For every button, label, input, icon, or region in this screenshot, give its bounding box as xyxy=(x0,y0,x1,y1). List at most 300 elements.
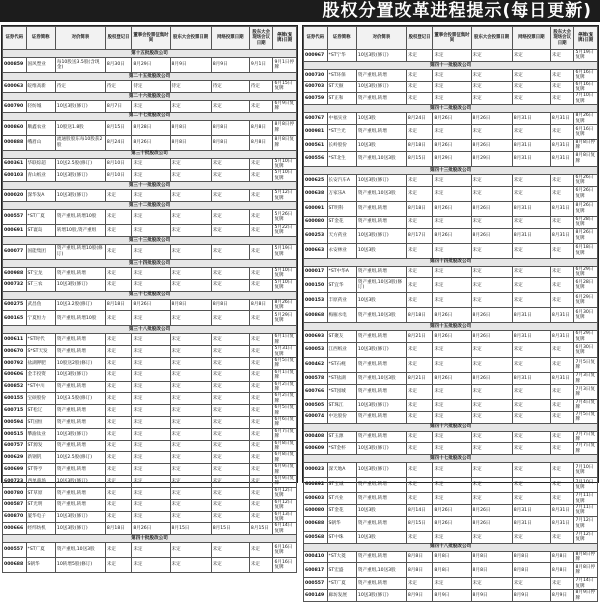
suspend-resume-date: 6月14日复牌 xyxy=(273,523,297,535)
record-date: 未定 xyxy=(406,125,432,140)
stock-name: *ST北生 xyxy=(327,151,356,166)
section-row xyxy=(3,182,297,190)
consideration: 10送3股 xyxy=(356,140,406,152)
online-vote-date: 未定 xyxy=(211,158,249,170)
table-row xyxy=(304,443,598,455)
consideration: 10送3股(修订) xyxy=(55,369,105,381)
proxy-period: 未定 xyxy=(433,411,471,423)
onsite-meeting-date: 未定 xyxy=(550,463,574,478)
onsite-meeting-date: 未定 xyxy=(249,346,273,358)
proxy-period: 8月26日 xyxy=(433,140,471,152)
meeting-vote-date: 未定 xyxy=(471,69,512,81)
suspend-resume-date: 6月29日复牌 xyxy=(574,293,598,308)
record-date: 8月8日 xyxy=(406,563,432,578)
record-date: 未定 xyxy=(406,443,432,455)
onsite-meeting-date: 未定 xyxy=(550,243,574,258)
stock-code: 000557 xyxy=(3,210,27,225)
meeting-vote-date: 未定 xyxy=(471,278,512,293)
stock-name: 国能集团 xyxy=(26,244,55,259)
stock-code: 000017 xyxy=(304,266,328,278)
onsite-meeting-date: 未定 xyxy=(550,50,574,62)
record-date: 未定 xyxy=(406,493,432,505)
stock-code: 600556 xyxy=(304,151,328,166)
stock-name: 顺鑫农业 xyxy=(26,120,55,135)
meeting-vote-date: 未定 xyxy=(170,417,211,429)
consideration: 资产重组,转增 xyxy=(55,334,105,346)
section-label: 第四十批股改公司 xyxy=(3,535,297,543)
table-row xyxy=(3,135,297,150)
table-row xyxy=(304,478,598,493)
online-vote-date: 8月31日 xyxy=(512,373,550,385)
stock-code: 000578 xyxy=(304,373,328,385)
online-vote-date: 未定 xyxy=(211,225,249,237)
stock-name: S*ST天发 xyxy=(26,346,55,358)
stock-name: ST玉源 xyxy=(327,431,356,443)
online-vote-date: 8月9日 xyxy=(512,590,550,602)
suspend-resume-date: 7月12日复牌 xyxy=(574,516,598,531)
stock-name: *ST石岘 xyxy=(327,358,356,373)
table-row xyxy=(304,216,598,228)
stock-code: 600063 xyxy=(3,81,27,93)
online-vote-date: 未定 xyxy=(211,417,249,429)
stock-name: ST松辽 xyxy=(26,405,55,417)
consideration: 10送2.5股(修订) xyxy=(55,452,105,464)
table-row xyxy=(304,293,598,308)
table-row xyxy=(3,81,297,93)
consideration: 资产重组,转增 xyxy=(356,201,406,216)
table-row xyxy=(304,590,598,602)
suspend-resume-date: 6月5日复牌 xyxy=(273,357,297,369)
column-header: 对价简表 xyxy=(356,27,406,50)
meeting-vote-date: 未定 xyxy=(170,100,211,112)
stock-code: 600988 xyxy=(3,267,27,279)
online-vote-date: 未定 xyxy=(512,531,550,543)
stock-code: 000792 xyxy=(3,357,27,369)
stock-code: 600870 xyxy=(3,511,27,523)
proxy-period: 未定 xyxy=(132,170,170,182)
onsite-meeting-date: 未定 xyxy=(550,69,574,81)
proxy-period: 8月29日 xyxy=(433,151,471,166)
record-date: 未定 xyxy=(105,279,131,291)
onsite-meeting-date: 未定 xyxy=(249,464,273,476)
online-vote-date: 未定 xyxy=(211,393,249,405)
record-date: 8月21日 xyxy=(406,373,432,385)
consideration: 资产重组,转增10股 xyxy=(55,210,105,225)
record-date: 未定 xyxy=(105,357,131,369)
consideration: 资产重组,转增 xyxy=(356,478,406,493)
suspend-resume-date: 6月9日复牌 xyxy=(273,476,297,488)
stock-code: 600817 xyxy=(304,563,328,578)
table-row xyxy=(304,174,598,186)
section-label: 第四十二批股改公司 xyxy=(304,105,598,113)
table-row xyxy=(3,381,297,393)
proxy-period: 未定 xyxy=(132,499,170,511)
onsite-meeting-date: 未定 xyxy=(550,443,574,455)
stock-code: 000410 xyxy=(304,551,328,563)
suspend-resume-date: 6月16日复牌 xyxy=(574,125,598,140)
onsite-meeting-date: 8月31日 xyxy=(550,140,574,152)
onsite-meeting-date: 未定 xyxy=(249,190,273,202)
suspend-resume-date: 9月1日停牌 xyxy=(273,58,297,73)
section-label: 第三十批股改公司 xyxy=(3,150,297,158)
proxy-period: 未定 xyxy=(132,464,170,476)
consideration: 10送3股(修订) xyxy=(55,476,105,488)
online-vote-date: 未定 xyxy=(211,428,249,440)
stock-code: 000688 xyxy=(304,516,328,531)
online-vote-date: 8月15日 xyxy=(211,523,249,535)
stock-code: 000515 xyxy=(3,428,27,440)
stock-code: 600253 xyxy=(304,228,328,243)
online-vote-date: 未定 xyxy=(512,266,550,278)
meeting-vote-date: 8月26日 xyxy=(471,113,512,125)
proxy-period: 未定 xyxy=(433,478,471,493)
meeting-vote-date: 8月8日 xyxy=(170,120,211,135)
record-date: 未定 xyxy=(105,428,131,440)
consideration: 资产重组,10送3股 xyxy=(356,186,406,201)
proxy-period: 未定 xyxy=(132,244,170,259)
stock-name: *ST时代 xyxy=(26,334,55,346)
suspend-resume-date: 6月16日复牌 xyxy=(574,69,598,81)
stock-code: 600759 xyxy=(304,93,328,105)
table-body-right xyxy=(304,50,598,602)
stock-name: 新钢钒 xyxy=(26,452,55,464)
suspend-resume-date: 6月7日复牌 xyxy=(273,428,297,440)
section-row xyxy=(3,150,297,158)
onsite-meeting-date: 8月31日 xyxy=(550,331,574,343)
proxy-period: 未定 xyxy=(433,216,471,228)
column-header: 董事会投票征集时间 xyxy=(433,27,471,50)
suspend-resume-date: 6月18日复牌 xyxy=(574,243,598,258)
meeting-vote-date: 未定 xyxy=(471,399,512,411)
proxy-period: 未定 xyxy=(132,393,170,405)
meeting-vote-date: 未定 xyxy=(471,463,512,478)
table-row xyxy=(3,523,297,535)
suspend-resume-date: 8月8日复牌 xyxy=(273,135,297,150)
meeting-vote-date: 未定 xyxy=(471,384,512,399)
table-row xyxy=(304,578,598,590)
stock-code: 000594 xyxy=(3,417,27,429)
stock-code: 600077 xyxy=(3,244,27,259)
column-header: 股东大会现场会议日期 xyxy=(550,27,574,50)
consideration: 10送3股(修订) xyxy=(356,399,406,411)
stock-code: 600766 xyxy=(304,384,328,399)
meeting-vote-date: 8月15日 xyxy=(170,523,211,535)
record-date: 8月15日 xyxy=(105,120,131,135)
meeting-vote-date: 未定 xyxy=(471,81,512,93)
online-vote-date: 8月31日 xyxy=(512,505,550,517)
section-label: 第三十四批股改公司 xyxy=(3,259,297,267)
table-row xyxy=(3,158,297,170)
meeting-vote-date: 未定 xyxy=(170,543,211,558)
suspend-resume-date: 5月12日复牌 xyxy=(273,190,297,202)
table-row xyxy=(304,69,598,81)
proxy-period: 未定 xyxy=(132,267,170,279)
section-label: 第四十六批股改公司 xyxy=(304,423,598,431)
meeting-vote-date: 未定 xyxy=(170,279,211,291)
onsite-meeting-date: 未定 xyxy=(550,384,574,399)
stock-code: 600462 xyxy=(304,358,328,373)
meeting-vote-date: 未定 xyxy=(471,125,512,140)
online-vote-date: 未定 xyxy=(512,125,550,140)
stock-name: 皖维高新 xyxy=(26,81,55,93)
proxy-period: 未定 xyxy=(433,358,471,373)
table-row xyxy=(304,411,598,423)
table-row xyxy=(3,558,297,573)
onsite-meeting-date: 未定 xyxy=(550,343,574,358)
onsite-meeting-date: 未定 xyxy=(249,499,273,511)
stock-code: 000691 xyxy=(3,225,27,237)
online-vote-date: 未定 xyxy=(512,174,550,186)
stock-name: 武昌鱼 xyxy=(26,299,55,311)
suspend-resume-date: 7月5日复牌 xyxy=(574,358,598,373)
table-row xyxy=(3,100,297,112)
proxy-period: 未定 xyxy=(433,186,471,201)
consideration: 资产重组,转增 xyxy=(356,516,406,531)
table-row xyxy=(304,531,598,543)
online-vote-date: 未定 xyxy=(512,431,550,443)
suspend-resume-date: 7月10日复牌 xyxy=(574,478,598,493)
consideration: 资产重组,转增 xyxy=(356,493,406,505)
stock-code: 000561 xyxy=(304,140,328,152)
column-header: 证券代码 xyxy=(304,27,328,50)
meeting-vote-date: 未定 xyxy=(471,93,512,105)
record-date: 未定 xyxy=(105,210,131,225)
onsite-meeting-date: 8月31日 xyxy=(550,201,574,216)
suspend-resume-date: 7月7日复牌 xyxy=(574,443,598,455)
meeting-vote-date: 未定 xyxy=(170,499,211,511)
consideration: 资产重组,转增 xyxy=(356,578,406,590)
section-label: 第四十五批股改公司 xyxy=(304,323,598,331)
stock-code: 600361 xyxy=(3,158,27,170)
section-row xyxy=(3,259,297,267)
consideration: 资产重组,10送3股 xyxy=(356,308,406,323)
proxy-period: 未定 xyxy=(132,440,170,452)
meeting-vote-date: 未定 xyxy=(170,357,211,369)
proxy-period: 未定 xyxy=(132,476,170,488)
meeting-vote-date: 未定 xyxy=(170,452,211,464)
stock-name: ST宏盛 xyxy=(327,563,356,578)
meeting-vote-date: 未定 xyxy=(170,346,211,358)
stock-name: *ST中华A xyxy=(327,266,356,278)
stock-code: 000020 xyxy=(3,190,27,202)
onsite-meeting-date: 8月8日 xyxy=(550,563,574,578)
online-vote-date: 8月8日 xyxy=(512,563,550,578)
stock-code: 600723 xyxy=(3,476,27,488)
online-vote-date: 8月9日 xyxy=(211,58,249,73)
column-header: 停牌(复牌)日期 xyxy=(273,27,297,50)
onsite-meeting-date: 未定 xyxy=(550,478,574,493)
consideration: 10送3股 xyxy=(356,243,406,258)
consideration: 资产重组,转增 xyxy=(55,417,105,429)
suspend-resume-date: 7月3日复牌 xyxy=(574,373,598,385)
stock-name: ST光明 xyxy=(26,499,55,511)
suspend-resume-date: 5月22日复牌 xyxy=(273,225,297,237)
section-row xyxy=(3,112,297,120)
record-date: 未定 xyxy=(105,440,131,452)
section-label: 第四十八批股改公司 xyxy=(304,543,598,551)
section-row xyxy=(304,61,598,69)
online-vote-date: 未定 xyxy=(512,411,550,423)
consideration: 10送3股(修订) xyxy=(356,50,406,62)
onsite-meeting-date: 8月31日 xyxy=(550,373,574,385)
online-vote-date: 未定 xyxy=(211,210,249,225)
stock-code: 000557 xyxy=(304,578,328,590)
meeting-vote-date: 8月8日 xyxy=(170,299,211,311)
record-date: 未定 xyxy=(105,417,131,429)
onsite-meeting-date: 未定 xyxy=(249,428,273,440)
meeting-vote-date: 未定 xyxy=(170,311,211,326)
reform-table-left xyxy=(2,26,297,573)
meeting-vote-date: 8月26日 xyxy=(471,308,512,323)
stock-name: *ST盐湖 xyxy=(327,373,356,385)
consideration: 10转增5股(修订) xyxy=(55,558,105,573)
online-vote-date: 未定 xyxy=(512,50,550,62)
meeting-vote-date: 未定 xyxy=(170,267,211,279)
onsite-meeting-date: 未定 xyxy=(550,125,574,140)
meeting-vote-date: 未定 xyxy=(471,343,512,358)
online-vote-date: 8月31日 xyxy=(512,201,550,216)
onsite-meeting-date: 未定 xyxy=(249,440,273,452)
table-row xyxy=(3,58,297,73)
suspend-resume-date: 5月19日复牌 xyxy=(273,244,297,259)
record-date: 未定 xyxy=(105,511,131,523)
consideration: 资产重组,转增 xyxy=(55,267,105,279)
onsite-meeting-date: 未定 xyxy=(550,531,574,543)
meeting-vote-date: 8月26日 xyxy=(471,140,512,152)
stock-code: 000023 xyxy=(304,463,328,478)
column-header: 证券简称 xyxy=(327,27,356,50)
record-date: 8月9日 xyxy=(406,590,432,602)
onsite-meeting-date: 未定 xyxy=(249,543,273,558)
proxy-period: 未定 xyxy=(132,225,170,237)
stock-name: 宁夏恒力 xyxy=(26,311,55,326)
onsite-meeting-date: 8月8日 xyxy=(249,120,273,135)
stock-code: 000611 xyxy=(3,334,27,346)
stock-name: ST宝诚 xyxy=(327,478,356,493)
stock-name: ST草原 xyxy=(26,487,55,499)
consideration: 10送3股(修订) xyxy=(55,511,105,523)
online-vote-date: 未定 xyxy=(512,384,550,399)
onsite-meeting-date: 未定 xyxy=(249,267,273,279)
proxy-period: 未定 xyxy=(132,452,170,464)
proxy-period: 未定 xyxy=(132,381,170,393)
online-vote-date: 未定 xyxy=(512,399,550,411)
proxy-period: 未定 xyxy=(433,293,471,308)
consideration: 资产重组,转增10股 xyxy=(55,311,105,326)
stock-code: 000625 xyxy=(304,174,328,186)
proxy-period: 8月8日 xyxy=(433,563,471,578)
proxy-period: 8月26日 xyxy=(433,516,471,531)
record-date: 未定 xyxy=(406,266,432,278)
stock-name: 廊坊发展 xyxy=(327,590,356,602)
stock-code: 600149 xyxy=(304,590,328,602)
online-vote-date: 待定 xyxy=(211,81,249,93)
onsite-meeting-date: 未定 xyxy=(249,381,273,393)
record-date: 未定 xyxy=(406,174,432,186)
consideration: 每10股送3.5股(含现金) xyxy=(55,58,105,73)
record-date: 未定 xyxy=(105,225,131,237)
record-date: 未定 xyxy=(406,478,432,493)
section-label: 第三十三批股改公司 xyxy=(3,236,297,244)
suspend-resume-date: 6月28日复牌 xyxy=(574,278,598,293)
consideration: 10送3股(修订) xyxy=(55,279,105,291)
table-row xyxy=(304,331,598,343)
record-date: 未定 xyxy=(105,346,131,358)
consideration: 资产重组,10送3股 xyxy=(55,543,105,558)
stock-name: 丰原药业 xyxy=(327,293,356,308)
table-row xyxy=(3,464,297,476)
onsite-meeting-date: 未定 xyxy=(550,358,574,373)
suspend-resume-date: 6月28日复牌 xyxy=(574,216,598,228)
table-row xyxy=(3,417,297,429)
stock-code: 000860 xyxy=(3,120,27,135)
proxy-period: 未定 xyxy=(433,384,471,399)
suspend-resume-date: 7月14日复牌 xyxy=(574,578,598,590)
table-row xyxy=(3,279,297,291)
suspend-resume-date: 8月26日复牌 xyxy=(574,201,598,216)
online-vote-date: 8月8日 xyxy=(211,120,249,135)
online-vote-date: 未定 xyxy=(211,279,249,291)
table-row xyxy=(304,343,598,358)
online-vote-date: 未定 xyxy=(512,278,550,293)
section-label: 第二十五批股改公司 xyxy=(3,73,297,81)
proxy-period: 8月26日 xyxy=(433,505,471,517)
table-row xyxy=(304,93,598,105)
suspend-resume-date: 6月5日复牌 xyxy=(273,405,297,417)
stock-code: 600852 xyxy=(3,381,27,393)
stock-code: 600603 xyxy=(304,493,328,505)
column-header: 股东大会现场会议日期 xyxy=(249,27,273,50)
stock-name: *ST广夏 xyxy=(26,543,55,558)
stock-name: ST宝龙 xyxy=(26,267,55,279)
section-row xyxy=(3,326,297,334)
table-row xyxy=(3,476,297,488)
meeting-vote-date: 未定 xyxy=(170,428,211,440)
proxy-period: 未定 xyxy=(433,93,471,105)
onsite-meeting-date: 未定 xyxy=(249,158,273,170)
suspend-resume-date: 6月30日复牌 xyxy=(574,308,598,323)
stock-code: 000688 xyxy=(3,558,27,573)
title-banner xyxy=(0,0,600,22)
stock-code: 600606 xyxy=(3,369,27,381)
meeting-vote-date: 未定 xyxy=(471,443,512,455)
section-row xyxy=(304,105,598,113)
suspend-resume-date: 7月10日复牌 xyxy=(574,463,598,478)
stock-code: 000780 xyxy=(3,487,27,499)
record-date: 未定 xyxy=(406,343,432,358)
table-row xyxy=(3,428,297,440)
onsite-meeting-date: 未定 xyxy=(249,511,273,523)
table-row xyxy=(304,551,598,563)
section-label: 第三十一批股改公司 xyxy=(3,182,297,190)
onsite-meeting-date: 未定 xyxy=(249,452,273,464)
consideration: 10送3股(修订) xyxy=(356,590,406,602)
meeting-vote-date: 8月26日 xyxy=(471,331,512,343)
table-row xyxy=(304,125,598,140)
record-date: 8月10日 xyxy=(105,170,131,182)
stock-name: *ST园城 xyxy=(327,384,356,399)
onsite-meeting-date: 未定 xyxy=(550,399,574,411)
section-label: 第二十七批股改公司 xyxy=(3,112,297,120)
record-date: 8月10日 xyxy=(105,158,131,170)
consideration: 10送3股(修订) xyxy=(356,463,406,478)
section-label: 第十五批股改公司 xyxy=(3,50,297,58)
consideration: 资产重组,10送3股 xyxy=(356,373,406,385)
suspend-resume-date: 5月26日复牌 xyxy=(273,210,297,225)
online-vote-date: 8月8日 xyxy=(512,551,550,563)
onsite-meeting-date: 8月31日 xyxy=(550,505,574,517)
section-row xyxy=(3,236,297,244)
